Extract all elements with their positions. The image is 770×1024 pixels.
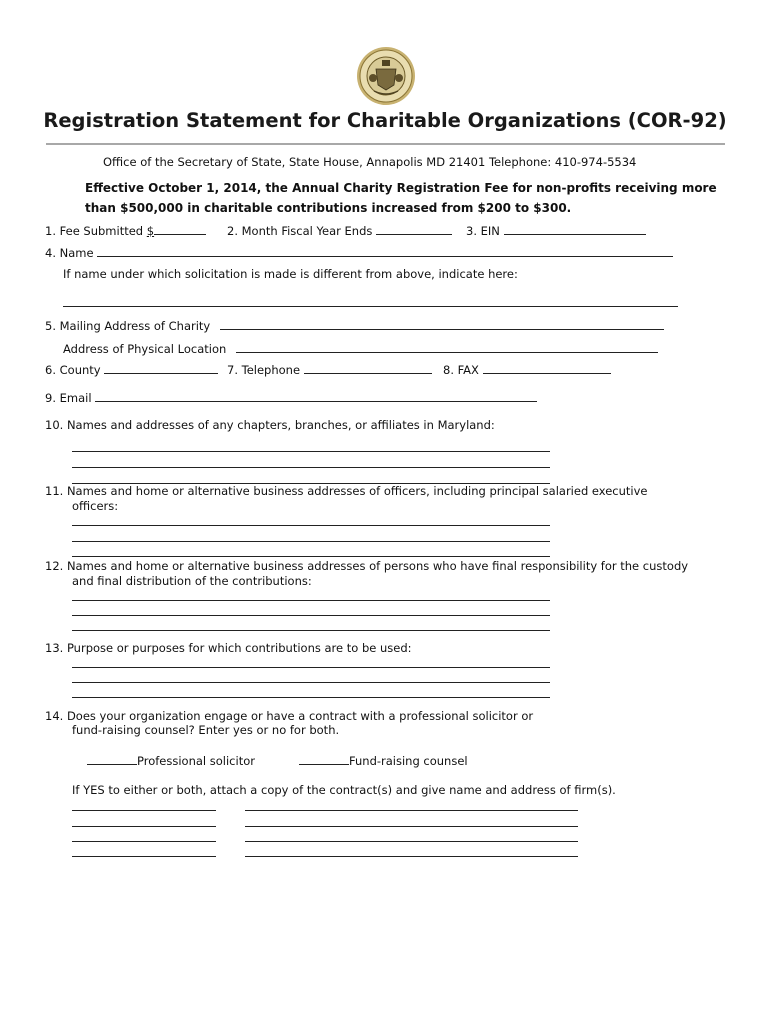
fee-row (45, 223, 206, 238)
counsel-label: Fund-raising counsel (349, 754, 468, 768)
fax-row (443, 362, 611, 377)
name-label: 4. Name (45, 246, 94, 260)
q11-line[interactable] (72, 541, 550, 542)
fiscal-label: 2. Month Fiscal Year Ends (227, 224, 373, 238)
office-info: Office of the Secretary of State, State House, Annapolis MD 21401 Telephone: 410-974-5534 (103, 155, 637, 169)
firm-address-line[interactable] (245, 841, 578, 842)
telephone-label: 7. Telephone (227, 363, 301, 377)
firm-name-line[interactable] (72, 841, 216, 842)
county-input[interactable] (104, 362, 218, 374)
q10-line[interactable] (72, 451, 550, 452)
name-input[interactable] (97, 245, 673, 257)
county-row (45, 362, 218, 377)
email-row (45, 390, 537, 405)
fiscal-input[interactable] (376, 223, 452, 235)
alt-name-label: If name under which solicitation is made is different from above, indicate here: (63, 267, 518, 281)
fee-input[interactable] (154, 223, 206, 235)
q10-line[interactable] (72, 467, 550, 468)
q10-label: 10. Names and addresses of any chapters, branches, or affiliates in Maryland: (45, 418, 495, 432)
mailing-input[interactable] (220, 318, 664, 330)
mailing-label: 5. Mailing Address of Charity (45, 319, 211, 333)
q12-line[interactable] (72, 600, 550, 601)
solicitor-label: Professional solicitor (137, 754, 255, 768)
q12-label-line1: 12. Names and home or alternative business addresses of persons who have final responsibility for the custody (45, 559, 689, 573)
q13-line[interactable] (72, 697, 550, 698)
q11-label-line2: officers: (72, 499, 119, 513)
firm-address-line[interactable] (245, 826, 578, 827)
fax-label: 8. FAX (443, 363, 479, 377)
fee-currency: $ (146, 224, 155, 238)
firm-name-line[interactable] (72, 826, 216, 827)
q13-line[interactable] (72, 682, 550, 683)
if-yes-label: If YES to either or both, attach a copy of the contract(s) and give name and address of firm(s). (72, 783, 616, 797)
q12-label-line2: and final distribution of the contributions: (72, 574, 312, 588)
alt-name-input[interactable] (63, 306, 678, 307)
name-row (45, 245, 673, 260)
q12-line[interactable] (72, 615, 550, 616)
firm-name-line[interactable] (72, 810, 216, 811)
fee-notice-line1: Effective October 1, 2014, the Annual Charity Registration Fee for non-profits receiving more (85, 181, 717, 195)
solicitor-input[interactable] (87, 753, 137, 765)
counsel-input[interactable] (299, 753, 349, 765)
mailing-row (45, 318, 664, 333)
q13-label: 13. Purpose or purposes for which contributions are to be used: (45, 641, 412, 655)
ein-label: 3. EIN (466, 224, 500, 238)
county-label: 6. County (45, 363, 101, 377)
fee-label: 1. Fee Submitted (45, 224, 144, 238)
q12-line[interactable] (72, 630, 550, 631)
page-title: Registration Statement for Charitable Organizations (COR-92) (43, 109, 727, 132)
firm-address-line[interactable] (245, 810, 578, 811)
firm-address-line[interactable] (245, 856, 578, 857)
q14-label-line1: 14. Does your organization engage or have a contract with a professional solicitor or (45, 709, 534, 723)
fee-notice-line2: than $500,000 in charitable contributions increased from $200 to $300. (85, 201, 572, 215)
telephone-input[interactable] (304, 362, 432, 374)
q11-line[interactable] (72, 556, 550, 557)
q13-line[interactable] (72, 667, 550, 668)
firm-name-line[interactable] (72, 856, 216, 857)
email-label: 9. Email (45, 391, 92, 405)
physical-row (63, 341, 658, 356)
telephone-row (227, 362, 432, 377)
state-seal-icon (356, 45, 416, 107)
physical-label: Address of Physical Location (63, 342, 227, 356)
fiscal-row (227, 223, 452, 238)
q11-line[interactable] (72, 525, 550, 526)
fax-input[interactable] (483, 362, 611, 374)
solicitor-option (87, 753, 255, 768)
counsel-option (299, 753, 468, 768)
email-input[interactable] (95, 390, 537, 402)
title-divider (46, 143, 725, 145)
physical-input[interactable] (236, 341, 658, 353)
q14-label-line2: fund-raising counsel? Enter yes or no for both. (72, 723, 340, 737)
ein-row (466, 223, 646, 238)
q11-label-line1: 11. Names and home or alternative business addresses of officers, including principal salaried executive (45, 484, 648, 498)
ein-input[interactable] (504, 223, 646, 235)
